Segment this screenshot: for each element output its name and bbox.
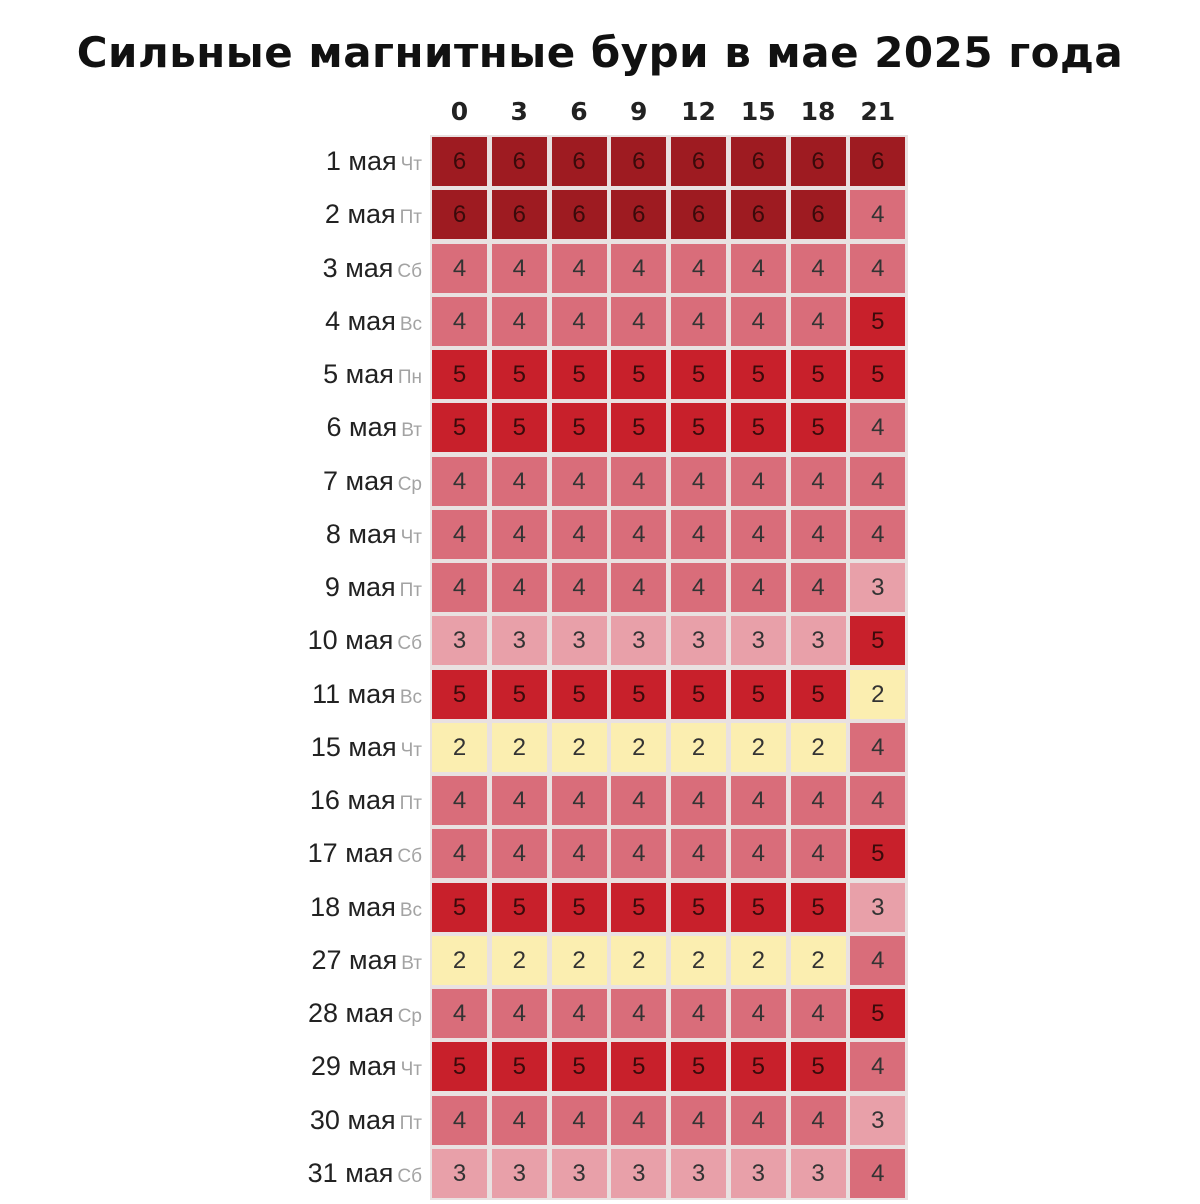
heatmap-cell: 2	[611, 723, 666, 772]
heatmap-cell: 2	[552, 723, 607, 772]
heatmap-cell: 4	[791, 510, 846, 559]
heatmap-cell: 4	[850, 936, 905, 985]
row-date: 5 мая	[323, 359, 394, 389]
heatmap-cell: 6	[432, 137, 487, 186]
heatmap-cell: 2	[850, 670, 905, 719]
heatmap-cell: 4	[552, 563, 607, 612]
heatmap-cell: 5	[492, 1042, 547, 1091]
heatmap-cell: 6	[791, 137, 846, 186]
heatmap-cell: 2	[791, 936, 846, 985]
heatmap-cell: 4	[432, 510, 487, 559]
heatmap-cell: 5	[432, 883, 487, 932]
heatmap-cell: 4	[492, 510, 547, 559]
row-date: 9 мая	[324, 572, 396, 602]
heatmap-cell: 4	[552, 244, 607, 293]
heatmap-cell: 4	[850, 510, 905, 559]
heatmap-cell: 4	[791, 563, 846, 612]
heatmap-cell: 5	[492, 350, 547, 399]
heatmap-cell: 4	[850, 244, 905, 293]
heatmap-cell: 5	[552, 670, 607, 719]
heatmap-cell: 4	[850, 1149, 905, 1198]
heatmap-cell: 4	[552, 1096, 607, 1145]
heatmap-cell: 3	[791, 616, 846, 665]
heatmap-cell: 5	[432, 670, 487, 719]
row-date: 28 мая	[307, 998, 394, 1028]
heatmap-cell: 4	[552, 297, 607, 346]
heatmap-cell: 3	[492, 616, 547, 665]
row-date: 11 мая	[312, 678, 396, 709]
heatmap-cell: 4	[611, 457, 666, 506]
heatmap-cell: 4	[432, 829, 487, 878]
heatmap-cell: 6	[671, 190, 726, 239]
row-date: 4 мая	[325, 305, 396, 336]
heatmap-cell: 5	[731, 350, 786, 399]
row-label	[200, 1094, 422, 1147]
heatmap-cell: 3	[432, 616, 487, 665]
row-date: 17 мая	[307, 838, 394, 869]
heatmap-cell: 5	[850, 829, 905, 878]
row-weekday: Пн	[397, 367, 422, 388]
heatmap-cell: 3	[731, 616, 786, 665]
heatmap-cell: 3	[791, 1149, 846, 1198]
heatmap-cell: 4	[611, 563, 666, 612]
row-label	[200, 242, 422, 295]
heatmap-cell: 5	[432, 403, 487, 452]
heatmap-cell: 5	[850, 297, 905, 346]
heatmap-cell: 5	[552, 350, 607, 399]
heatmap-cell: 5	[611, 883, 666, 932]
heatmap-cell: 4	[611, 776, 666, 825]
heatmap-cell: 3	[552, 1149, 607, 1198]
heatmap-cell: 5	[671, 883, 726, 932]
heatmap-cell: 4	[731, 776, 786, 825]
grid-background	[430, 135, 908, 1200]
row-label	[200, 668, 422, 721]
row-label	[200, 455, 422, 508]
row-weekday: Вт	[401, 420, 422, 442]
heatmap-cell: 4	[492, 776, 547, 825]
row-date: 8 мая	[325, 518, 397, 549]
row-label	[200, 721, 422, 774]
heatmap-cell: 4	[850, 723, 905, 772]
row-label	[200, 774, 422, 827]
row-date: 2 мая	[324, 199, 396, 230]
row-date: 1 мая	[325, 146, 397, 176]
heatmap-cell: 4	[791, 989, 846, 1038]
row-weekday: Пт	[399, 793, 422, 814]
heatmap-cell: 5	[671, 1042, 726, 1091]
heatmap-cell: 4	[850, 1042, 905, 1091]
row-weekday: Сб	[397, 260, 422, 282]
heatmap-cell: 6	[850, 137, 905, 186]
heatmap-cell: 6	[432, 190, 487, 239]
heatmap-cell: 4	[432, 457, 487, 506]
heatmap-cell: 4	[432, 1096, 487, 1145]
heatmap-cell: 3	[552, 616, 607, 665]
heatmap-cell: 4	[731, 829, 786, 878]
column-header: 9	[630, 97, 648, 126]
row-label	[200, 881, 422, 934]
column-header: 21	[860, 97, 896, 126]
row-weekday: Чт	[400, 739, 422, 761]
heatmap-cell: 4	[731, 563, 786, 612]
heatmap-cell: 5	[492, 883, 547, 932]
heatmap-cell: 5	[791, 403, 846, 452]
heatmap-cell: 5	[671, 350, 726, 399]
heatmap-cell: 5	[791, 1042, 846, 1091]
row-label	[200, 1040, 422, 1093]
heatmap-cell: 5	[850, 989, 905, 1038]
row-date: 7 мая	[322, 465, 394, 496]
heatmap-cell: 2	[671, 936, 726, 985]
heatmap-cell: 3	[850, 883, 905, 932]
heatmap-cell: 4	[492, 244, 547, 293]
row-weekday: Чт	[400, 526, 422, 548]
heatmap-cell: 2	[671, 723, 726, 772]
heatmap-cell: 3	[671, 1149, 726, 1198]
heatmap-cell: 6	[492, 190, 547, 239]
heatmap-cell: 4	[432, 563, 487, 612]
row-weekday: Сб	[397, 633, 422, 655]
heatmap-cell: 4	[850, 776, 905, 825]
heatmap-cell: 4	[791, 1096, 846, 1145]
heatmap-cell: 3	[731, 1149, 786, 1198]
heatmap-cell: 4	[731, 457, 786, 506]
heatmap-cell: 2	[731, 936, 786, 985]
heatmap-cell: 4	[432, 776, 487, 825]
heatmap-cell: 6	[791, 190, 846, 239]
row-weekday: Пт	[399, 1112, 422, 1134]
column-header: 6	[570, 97, 588, 126]
heatmap-cell: 4	[432, 989, 487, 1038]
row-label	[200, 827, 422, 880]
column-header: 18	[800, 97, 836, 126]
heatmap-cell: 6	[611, 137, 666, 186]
heatmap-cell: 4	[731, 1096, 786, 1145]
column-header: 15	[740, 97, 776, 126]
row-weekday: Вс	[399, 899, 422, 921]
column-header: 3	[510, 97, 528, 126]
heatmap-cell: 3	[611, 1149, 666, 1198]
row-date: 10 мая	[307, 625, 394, 656]
row-date: 27 мая	[311, 944, 398, 975]
heatmap-cell: 4	[671, 563, 726, 612]
heatmap-cell: 6	[492, 137, 547, 186]
heatmap-cell: 4	[492, 829, 547, 878]
heatmap-cell: 4	[671, 1096, 726, 1145]
heatmap-cell: 2	[432, 723, 487, 772]
heatmap-cell: 4	[492, 1096, 547, 1145]
heatmap-cell: 4	[671, 297, 726, 346]
heatmap-cell: 4	[552, 457, 607, 506]
heatmap-cell: 4	[432, 297, 487, 346]
row-label	[200, 295, 422, 348]
heatmap-cell: 2	[432, 936, 487, 985]
heatmap-cell: 4	[492, 989, 547, 1038]
heatmap-cell: 5	[791, 670, 846, 719]
heatmap-cell: 5	[731, 1042, 786, 1091]
row-weekday: Пт	[399, 580, 422, 601]
row-weekday: Вт	[401, 952, 422, 974]
heatmap-cell: 4	[552, 829, 607, 878]
row-weekday: Сб	[397, 1165, 422, 1187]
heatmap-cell: 5	[611, 670, 666, 719]
heatmap-cell: 5	[552, 403, 607, 452]
row-date: 18 мая	[310, 891, 396, 922]
heatmap-cell: 2	[552, 936, 607, 985]
heatmap-cell: 5	[731, 670, 786, 719]
heatmap-cell: 2	[492, 936, 547, 985]
heatmap-cell: 4	[791, 776, 846, 825]
row-label	[200, 1147, 422, 1200]
heatmap-cell: 6	[671, 137, 726, 186]
heatmap-cell: 5	[611, 403, 666, 452]
row-weekday: Сб	[397, 846, 422, 868]
row-label	[200, 401, 422, 454]
row-date: 3 мая	[322, 252, 394, 283]
heatmap-cell: 3	[850, 1096, 905, 1145]
heatmap-cell: 4	[671, 776, 726, 825]
heatmap-cell: 5	[432, 1042, 487, 1091]
heatmap-cell: 4	[791, 244, 846, 293]
heatmap-cell: 4	[611, 244, 666, 293]
heatmap-cell: 4	[611, 989, 666, 1038]
heatmap-cell: 4	[552, 510, 607, 559]
row-label	[200, 614, 422, 667]
heatmap-cell: 3	[432, 1149, 487, 1198]
heatmap-cell: 6	[731, 137, 786, 186]
heatmap-cell: 5	[731, 403, 786, 452]
row-weekday: Чт	[400, 154, 422, 175]
heatmap-cell: 3	[850, 563, 905, 612]
heatmap-cell: 6	[611, 190, 666, 239]
column-header: 12	[681, 97, 716, 126]
heatmap-cell: 5	[850, 616, 905, 665]
row-label	[200, 188, 422, 241]
row-date: 30 мая	[309, 1104, 396, 1135]
heatmap-cell: 4	[850, 190, 905, 239]
row-label	[200, 987, 422, 1040]
heatmap-cell: 4	[791, 829, 846, 878]
heatmap-cell: 2	[731, 723, 786, 772]
row-weekday: Пт	[399, 207, 422, 229]
heatmap-cell: 5	[671, 670, 726, 719]
heatmap-cell: 4	[492, 297, 547, 346]
heatmap-cell: 2	[611, 936, 666, 985]
heatmap-cell: 3	[611, 616, 666, 665]
heatmap-cell: 4	[671, 510, 726, 559]
heatmap-cell: 6	[731, 190, 786, 239]
heatmap-cell: 6	[552, 190, 607, 239]
heatmap-cell: 4	[611, 510, 666, 559]
heatmap-cell: 4	[791, 297, 846, 346]
heatmap-cell: 2	[492, 723, 547, 772]
heatmap-cell: 4	[850, 457, 905, 506]
heatmap-cell: 5	[791, 350, 846, 399]
row-date: 16 мая	[309, 785, 396, 815]
heatmap-cell: 4	[492, 457, 547, 506]
heatmap-cell: 5	[791, 883, 846, 932]
heatmap-cell: 4	[731, 989, 786, 1038]
heatmap-cell: 4	[731, 244, 786, 293]
heatmap-cell: 5	[552, 883, 607, 932]
heatmap-cell: 4	[731, 297, 786, 346]
heatmap-cell: 4	[552, 989, 607, 1038]
heatmap-cell: 4	[552, 776, 607, 825]
row-date: 6 мая	[326, 412, 398, 443]
heatmap-cell: 4	[671, 989, 726, 1038]
heatmap-cell: 4	[671, 244, 726, 293]
row-label	[200, 135, 422, 188]
heatmap-cell: 5	[731, 883, 786, 932]
heatmap-cell: 4	[850, 403, 905, 452]
heatmap-cell: 4	[731, 510, 786, 559]
column-header: 0	[450, 97, 469, 126]
row-label	[200, 934, 422, 987]
heatmap-cell: 4	[432, 244, 487, 293]
heatmap-cell: 4	[611, 829, 666, 878]
heatmap-cell: 4	[671, 457, 726, 506]
heatmap-cell: 4	[611, 297, 666, 346]
row-weekday: Вс	[399, 313, 422, 335]
heatmap-cell: 4	[611, 1096, 666, 1145]
row-weekday: Ср	[397, 473, 422, 495]
row-label	[200, 508, 422, 561]
row-label	[200, 561, 422, 614]
heatmap-cell: 5	[492, 403, 547, 452]
heatmap-cell: 4	[492, 563, 547, 612]
heatmap-cell: 5	[611, 350, 666, 399]
heatmap-cell: 5	[611, 1042, 666, 1091]
chart-title: Сильные магнитные бури в мае 2025 года	[76, 28, 1124, 77]
heatmap-cell: 3	[671, 616, 726, 665]
heatmap-cell: 4	[671, 829, 726, 878]
heatmap-cell: 3	[492, 1149, 547, 1198]
heatmap-cell: 2	[791, 723, 846, 772]
heatmap-cell: 5	[552, 1042, 607, 1091]
row-weekday: Чт	[400, 1059, 422, 1081]
row-date: 31 мая	[307, 1157, 394, 1188]
row-weekday: Вс	[399, 686, 422, 708]
row-label	[200, 348, 422, 401]
row-date: 29 мая	[310, 1051, 397, 1082]
heatmap-cell: 5	[671, 403, 726, 452]
heatmap-cell: 5	[492, 670, 547, 719]
heatmap-cell: 5	[850, 350, 905, 399]
heatmap-cell: 6	[552, 137, 607, 186]
heatmap-cell: 5	[432, 350, 487, 399]
heatmap-cell: 4	[791, 457, 846, 506]
row-weekday: Ср	[397, 1006, 422, 1027]
row-date: 15 мая	[310, 731, 397, 762]
